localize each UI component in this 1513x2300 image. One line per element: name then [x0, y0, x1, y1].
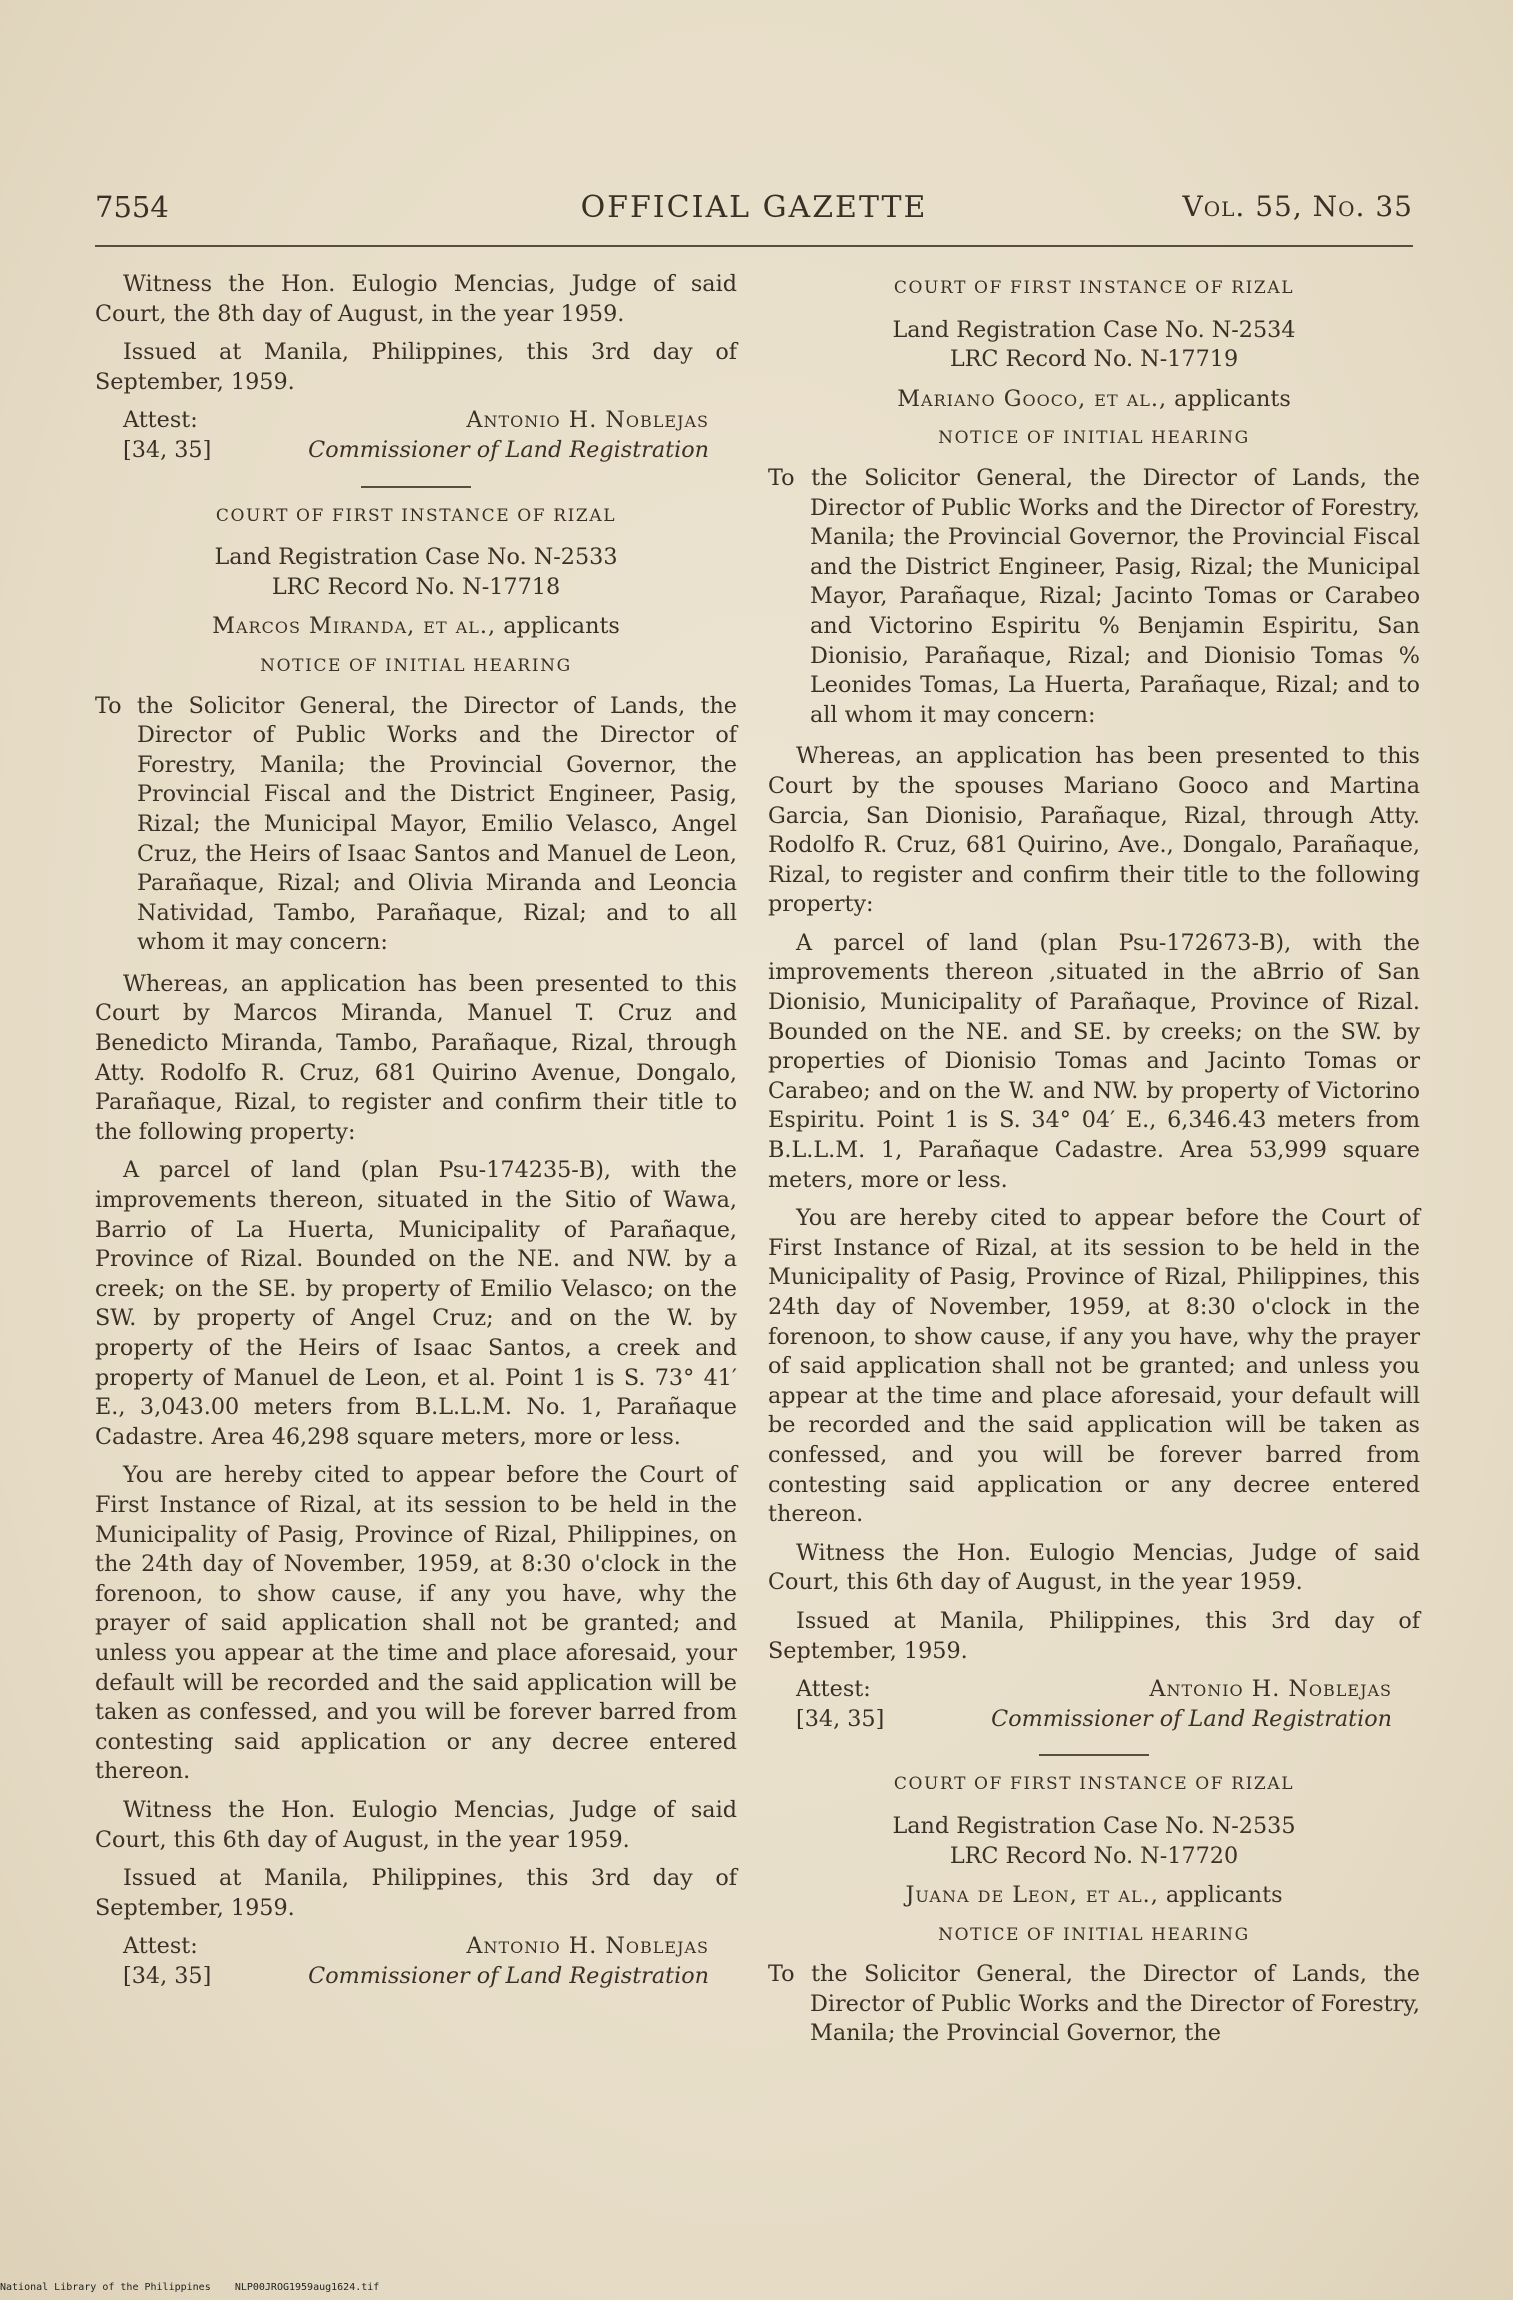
- attest-signatory: Antonio H. Noblejas: [1149, 1676, 1392, 1703]
- addressees-paragraph: To the Solicitor General, the Director of Lands, the Director of Public Works and the Director of Forestry, Manila; the Provincial Governor, the Provincial Fiscal and the District Engineer, Pasig, Rizal; the Municipal Mayor, Parañaque, Rizal; Jacinto Tomas or Carabeo and Victorino Espiritu % Benjamin Espiritu, San Dionisio, Parañaque, Rizal; and Dionisio Tomas % Leonides Tomas, La Huerta, Parañaque, Rizal; and to all whom it may concern:: [768, 464, 1420, 728]
- issued-paragraph: Issued at Manila, Philippines, this 3rd day of September, 1959.: [95, 1865, 737, 1921]
- volume-number: Vol. 55, No. 35: [1182, 190, 1413, 223]
- record-number: LRC Record No. N-17720: [949, 1842, 1239, 1869]
- parcel-paragraph: A parcel of land (plan Psu-172673-B), with the improvements thereon ,situated in the aBrrio of San Dionisio, Municipality of Parañaque, Province of Rizal. Bounded on the NE. and SE. by creeks; on the SW. by properties of Dionisio Tomas and Jacinto Tomas or Carabeo; and on the W. and NW. by property of Victorino Espiritu. Point 1 is S. 34° 04′ E., 6,346.43 meters from B.L.L.M. 1, Parañaque Cadastre. Area 53,999 square meters, more or less.: [768, 929, 1420, 1193]
- scan-filename: NLP00JROG1959aug1624.tif: [234, 2282, 380, 2293]
- commissioner-title: Commissioner of Land Registration: [308, 1962, 709, 1989]
- attest-label: Attest:: [796, 1676, 871, 1703]
- record-number: LRC Record No. N-17719: [949, 346, 1239, 373]
- left-column: [95, 270, 737, 2001]
- notice-heading: NOTICE OF INITIAL HEARING: [938, 428, 1250, 449]
- applicants-line: [768, 1881, 1420, 1911]
- applicant-name: Marcos Miranda, et al.,: [212, 613, 497, 640]
- addressees-paragraph: To the Solicitor General, the Director of Lands, the Director of Public Works and the Director of Forestry, Manila; the Provincial Governor, the Provincial Fiscal and the District Engineer, Pasig, Rizal; the Municipal Mayor, Emilio Velasco, Angel Cruz, the Heirs of Isaac Santos and Manuel de Leon, Parañaque, Rizal; and Olivia Miranda and Leoncia Natividad, Tambo, Parañaque, Rizal; and to all whom it may concern:: [95, 692, 737, 956]
- court-heading: COURT OF FIRST INSTANCE OF RIZAL: [215, 505, 617, 526]
- issue-reference: [34, 35]: [123, 436, 212, 463]
- case-number: Land Registration Case No. N-2533: [214, 544, 618, 571]
- commissioner-title: Commissioner of Land Registration: [308, 436, 709, 463]
- applicant-name: Juana de Leon, et al.,: [905, 1882, 1159, 1909]
- witness-paragraph: Witness the Hon. Eulogio Mencias, Judge of said Court, the 8th day of August, in the year 1959.: [95, 271, 737, 327]
- commissioner-title: Commissioner of Land Registration: [991, 1705, 1392, 1732]
- page-number: 7554: [95, 190, 169, 224]
- applicants-label: applicants: [496, 613, 620, 640]
- court-heading: COURT OF FIRST INSTANCE OF RIZAL: [893, 278, 1295, 298]
- issue-reference: [34, 35]: [796, 1705, 885, 1732]
- attest-line: [95, 1932, 737, 1962]
- scan-footer: [0, 2282, 379, 2293]
- witness-paragraph: Witness the Hon. Eulogio Mencias, Judge of said Court, this 6th day of August, in the year 1959.: [768, 1539, 1420, 1596]
- addressees-paragraph: To the Solicitor General, the Director of Lands, the Director of Public Works and the Director of Forestry, Manila; the Provincial Governor, the: [768, 1961, 1420, 2047]
- section-divider: [1039, 1754, 1149, 1756]
- attest-signatory: Antonio H. Noblejas: [466, 1933, 709, 1960]
- issue-reference: [34, 35]: [123, 1962, 212, 1989]
- notice-heading: NOTICE OF INITIAL HEARING: [938, 1924, 1250, 1945]
- cited-paragraph: You are hereby cited to appear before the Court of First Instance of Rizal, at its session to be held in the Municipality of Pasig, Province of Rizal, Philippines, on the 24th day of November, 1959, at 8:30 o'clock in the forenoon, to show cause, if any you have, why the prayer of said application shall not be granted; and unless you appear at the time and place aforesaid, your default will be recorded and the said application will be taken as confessed, and you will be forever barred from contesting said application or any decree entered thereon.: [95, 1462, 737, 1785]
- case-number: Land Registration Case No. N-2534: [892, 316, 1296, 343]
- header-rule: [95, 245, 1413, 247]
- library-credit: National Library of the Philippines: [0, 2282, 211, 2293]
- applicants-label: applicants: [1158, 1882, 1283, 1909]
- attest-signatory: Antonio H. Noblejas: [466, 407, 709, 434]
- attest-label: Attest:: [123, 1933, 198, 1960]
- case-number: Land Registration Case No. N-2535: [892, 1812, 1296, 1839]
- whereas-paragraph: Whereas, an application has been presented to this Court by Marcos Miranda, Manuel T. Cruz and Benedicto Miranda, Tambo, Parañaque, Rizal, through Atty. Rodolfo R. Cruz, 681 Quirino Avenue, Dongalo, Parañaque, Rizal, to register and confirm their title to the following property:: [95, 970, 737, 1145]
- commissioner-line: [95, 436, 737, 466]
- commissioner-line: [768, 1705, 1420, 1735]
- court-heading: COURT OF FIRST INSTANCE OF RIZAL: [893, 1774, 1295, 1795]
- right-column: [768, 270, 1420, 2061]
- whereas-paragraph: Whereas, an application has been presented to this Court by the spouses Mariano Gooco and Martina Garcia, San Dionisio, Parañaque, Rizal, through Atty. Rodolfo R. Cruz, 681 Quirino, Ave., Dongalo, Parañaque, Rizal, to register and confirm their title to the following property:: [768, 743, 1420, 918]
- commissioner-line: [95, 1962, 737, 1992]
- attest-label: Attest:: [123, 407, 198, 434]
- witness-paragraph: Witness the Hon. Eulogio Mencias, Judge of said Court, this 6th day of August, in the year 1959.: [95, 1796, 737, 1853]
- applicant-name: Mariano Gooco, et al.,: [897, 385, 1168, 412]
- attest-line: [768, 1675, 1420, 1705]
- applicants-label: applicants: [1167, 385, 1291, 412]
- section-divider: [361, 486, 471, 488]
- issued-paragraph: Issued at Manila, Philippines, this 3rd day of September, 1959.: [768, 1607, 1420, 1664]
- record-number: LRC Record No. N-17718: [271, 573, 561, 600]
- publication-title: OFFICIAL GAZETTE: [580, 190, 928, 225]
- parcel-paragraph: A parcel of land (plan Psu-174235-B), with the improvements thereon, situated in the Sitio of Wawa, Barrio of La Huerta, Municipality of Parañaque, Province of Rizal. Bounded on the NE. and NW. by a creek; on the SE. by property of Emilio Velasco; on the SW. by property of Angel Cruz; and on the W. by property of the Heirs of Isaac Santos, a creek and property of Manuel de Leon, et al. Point 1 is S. 73° 41′ E., 3,043.00 meters from B.L.L.M. No. 1, Parañaque Cadastre. Area 46,298 square meters, more or less.: [95, 1157, 737, 1450]
- applicants-line: [768, 385, 1420, 415]
- page-header: [95, 190, 1413, 234]
- notice-heading: NOTICE OF INITIAL HEARING: [260, 655, 572, 676]
- issued-paragraph: Issued at Manila, Philippines, this 3rd day of September, 1959.: [95, 339, 737, 395]
- attest-line: [95, 406, 737, 436]
- cited-paragraph: You are hereby cited to appear before the Court of First Instance of Rizal, at its session to be held in the Municipality of Pasig, Province of Rizal, Philippines, this 24th day of November, 1959, at 8:30 o'clock in the forenoon, to show cause, if any you have, why the prayer of said application shall not be granted; and unless you appear at the time and place aforesaid, your default will be recorded and the said application will be taken as confessed, and you will be forever barred from contesting said application or any decree entered thereon.: [768, 1205, 1420, 1528]
- applicants-line: [95, 612, 737, 642]
